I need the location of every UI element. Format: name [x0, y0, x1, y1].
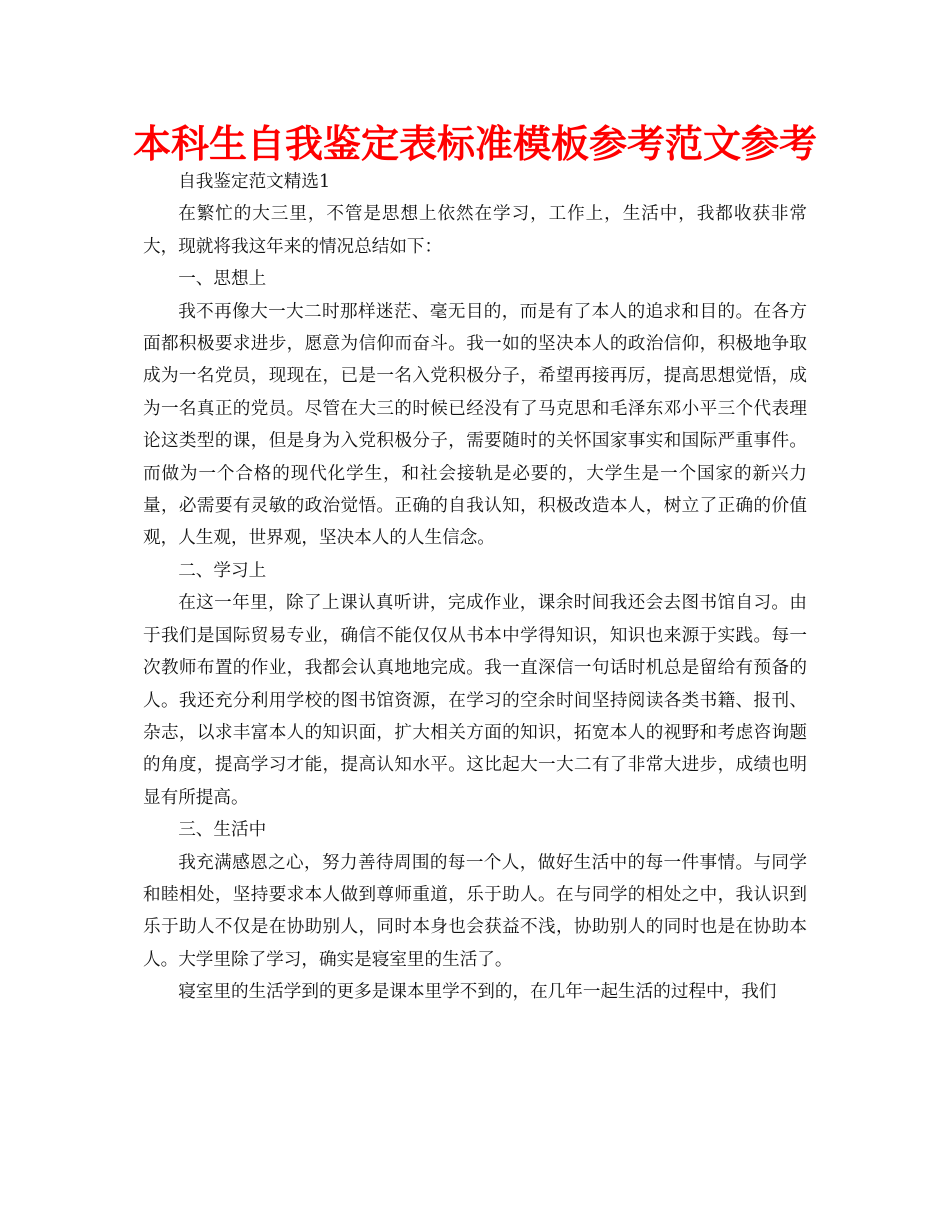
document-title: 本科生自我鉴定表标准模板参考范文参考 [132, 122, 817, 166]
heading-study: 二、学习上 [178, 560, 267, 581]
paragraph-life: 我充满感恩之心，努力善待周围的每一个人，做好生活中的每一件事情。与同学和睦相处，坚持要求本人做到尊师重道，乐于助人。在与同学的相处之中，我认识到乐于助人不仅是在协助别人，同时本身也会获益不浅，协助别人的同时也是在协助本人。大学里除了学习，确实是寝室里的生活了。 [143, 852, 807, 970]
section-subtitle: 自我鉴定范文精选1 [178, 172, 331, 192]
paragraph-intro: 在繁忙的大三里，不管是思想上依然在学习，工作上，生活中，我都收获非常大，现就将我这年来的情况总结如下： [143, 204, 807, 257]
paragraph-thought: 我不再像大一大二时那样迷茫、毫无目的，而是有了本人的追求和目的。在各方面都积极要求进步，愿意为信仰而奋斗。我一如的坚决本人的政治信仰，积极地争取成为一名党员，现现在，已是一名入党积极分子，希望再接再厉，提高思想觉悟，成为一名真正的党员。尽管在大三的时候已经没有了马克思和毛泽东邓小平三个代表理论这类型的课，但是身为入党积极分子，需要随时的关怀国家事实和国际严重事件。而做为一个合格的现代化学生，和社会接轨是必要的，大学生是一个国家的新兴力量，必需要有灵敏的政治觉悟。正确的自我认知，积极改造本人，树立了正确的价值观，人生观，世界观，坚决本人的人生信念。 [143, 301, 807, 549]
heading-thought: 一、思想上 [178, 269, 267, 290]
paragraph-dorm: 寝室里的生活学到的更多是课本里学不到的，在几年一起生活的过程中，我们 [178, 982, 777, 1003]
document-body [143, 166, 807, 1009]
heading-life: 三、生活中 [178, 820, 267, 841]
paragraph-study: 在这一年里，除了上课认真听讲，完成作业，课余时间我还会去图书馆自习。由于我们是国际贸易专业，确信不能仅仅从书本中学得知识，知识也来源于实践。每一次教师布置的作业，我都会认真地地完成。我一直深信一句话时机总是留给有预备的人。我还充分利用学校的图书馆资源，在学习的空余时间坚持阅读各类书籍、报刊、杂志，以求丰富本人的知识面，扩大相关方面的知识，拓宽本人的视野和考虑咨询题的角度，提高学习才能，提高认知水平。这比起大一大二有了非常大进步，成绩也明显有所提高。 [143, 593, 807, 808]
